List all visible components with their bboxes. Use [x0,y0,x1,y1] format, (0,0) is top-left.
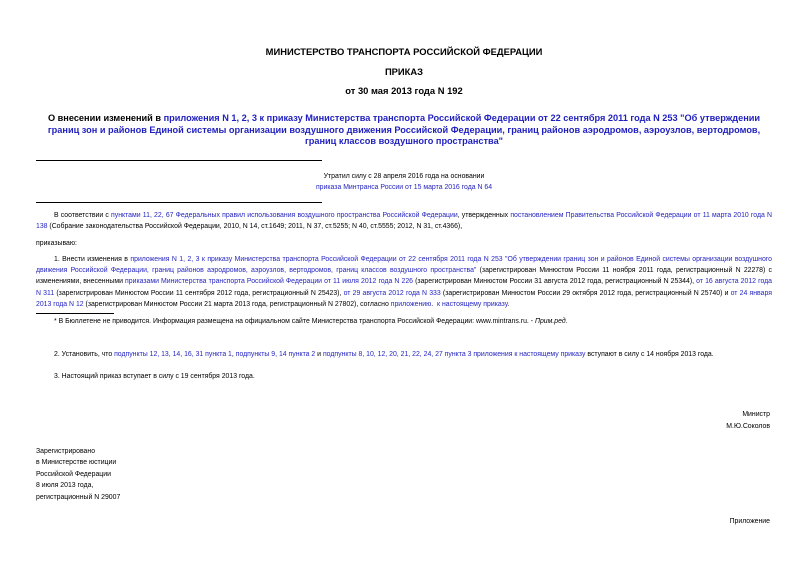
item-2-paragraph [54,351,714,358]
item1-text-2: (зарегистрирован Минюстом России 11 ноября 2011 года, регистрационный N 22278) с изменениями, внесенными [36,267,772,286]
signature-position: Министр [742,411,770,418]
item2-link-p2[interactable]: подпункты 9, 14 пункта 2 [235,351,316,358]
item1-text-1: 1. Внести изменения в [54,256,131,263]
item1-text-3: (зарегистрирован Минюстом России 31 августа 2012 года, регистрационный N 25344), [413,278,697,286]
doc-date-number: от 30 мая 2013 года N 192 [345,85,463,96]
item1-link-order-333[interactable]: от 29 августа 2012 года N 333 [343,289,441,297]
appendix-label: Приложение [729,518,770,525]
footnote-text: В Бюллетене не приводится. Информация размещена на официальном сайте Министерства транспорта Российской Федерации: www.mintrans.ru. - [56,318,535,325]
status-line-1: Утратил силу с 28 апреля 2016 года на основании [323,173,485,180]
registration-line-4: 8 июля 2013 года, [36,482,94,490]
status-note [36,172,772,193]
registration-block [36,446,120,503]
item2-text-2: , [231,351,236,358]
registration-line-1: Зарегистрировано [36,448,96,455]
item2-link-p3[interactable]: подпункты 8, 10, 12, 20, 21, 22, 24, 27 пункта 3 приложения к настоящему приказу [322,351,586,358]
footnote-mark: * [54,318,57,325]
doc-type: ПРИКАЗ [384,66,424,77]
item1-text-4: (зарегистрирован Минюстом России 11 сентября 2012 года, регистрационный N 25423), [54,289,344,297]
status-link[interactable]: приказа Минтранса России от 15 марта 2016 года N 64 [315,183,493,191]
item1-text-7: . [431,300,434,308]
footnote [54,318,568,325]
footnote-divider [36,313,114,314]
title-link[interactable]: приложения N 1, 2, 3 к приказу Министерства транспорта Российской Федерации от 22 сентября 2011 года N 253 "Об утверждении границ зон и районов Единой системы организации воздушного движения Российской Федерации, границ районов аэродромов, аэроузлов, вертодромов, границ классов воздушного пространства" [47,113,761,146]
divider-bottom [36,202,322,203]
item2-text-4: вступают в силу с 14 ноября 2013 года. [585,351,714,358]
item-1-paragraph [36,254,772,310]
item1-text-6: (зарегистрирован Минюстом России 21 марта 2013 года, регистрационный N 27802), согласно [83,300,391,308]
divider-top [36,160,322,161]
title-prefix: О внесении изменений в [47,113,164,123]
preamble-link-resolution[interactable]: постановлением Правительства Российской Федерации от 11 марта 2010 года N 138 [36,212,772,231]
preamble-text-3: (Собрание законодательства Российской Федерации, 2010, N 14, ст.1649; 2011, N 37, ст.5255; N 40, ст.5555; 2012, N 31, ст.4366), [47,223,463,231]
preamble-link-rules[interactable]: пунктами 11, 22, 67 Федеральных правил использования воздушного пространства Российской Федерации [111,212,458,219]
item1-link-order-226[interactable]: приказами Министерства транспорта Российской Федерации от 11 июля 2012 года N 226 [125,278,414,286]
preamble-text-2: , утвержденных [457,212,511,219]
signature-name: М.Ю.Соколов [726,423,770,430]
preamble-paragraph [36,210,772,232]
item1-link-order-12[interactable]: от 24 января 2013 года N 12 [36,289,772,308]
item1-link-order-311[interactable]: от 16 августа 2012 года N 311 [36,278,772,297]
item2-link-p1[interactable]: подпункты 12, 13, 14, 16, 31 пункта 1 [114,351,232,358]
item1-link-this-order[interactable]: к настоящему приказу [437,300,508,308]
registration-line-5: регистрационный N 29007 [36,493,121,501]
item1-text-8: . [507,300,510,308]
registration-line-3: Российской Федерации [36,470,111,478]
item1-link-appendix[interactable]: приложению [390,300,432,308]
item1-text-5: (зарегистрирован Минюстом России 29 октября 2012 года, регистрационный N 25740) и [440,289,731,297]
ministry-name: МИНИСТЕРСТВО ТРАНСПОРТА РОССИЙСКОЙ ФЕДЕРАЦИИ [265,46,543,57]
order-word: приказываю: [36,240,77,247]
item2-text-1: 2. Установить, что [54,351,115,358]
registration-line-2: в Министерстве юстиции [36,459,117,467]
item-3-paragraph: 3. Настоящий приказ вступает в силу с 19 сентября 2013 года. [54,373,255,380]
doc-title [44,113,764,148]
item2-text-3: и [315,351,323,358]
item1-link-order-253[interactable]: приложения N 1, 2, 3 к приказу Министерства транспорта Российской Федерации от 22 сентября 2011 года N 253 "Об утверждении границ зон и районов Единой системы организации воздушного движения Российской Федерации, границ районов аэродромов, аэроузлов, вертодромов, границ классов воздушного пространства" [36,256,772,275]
preamble-text-1: В соответствии с [54,212,112,219]
footnote-italic: Прим.ред. [534,318,568,325]
